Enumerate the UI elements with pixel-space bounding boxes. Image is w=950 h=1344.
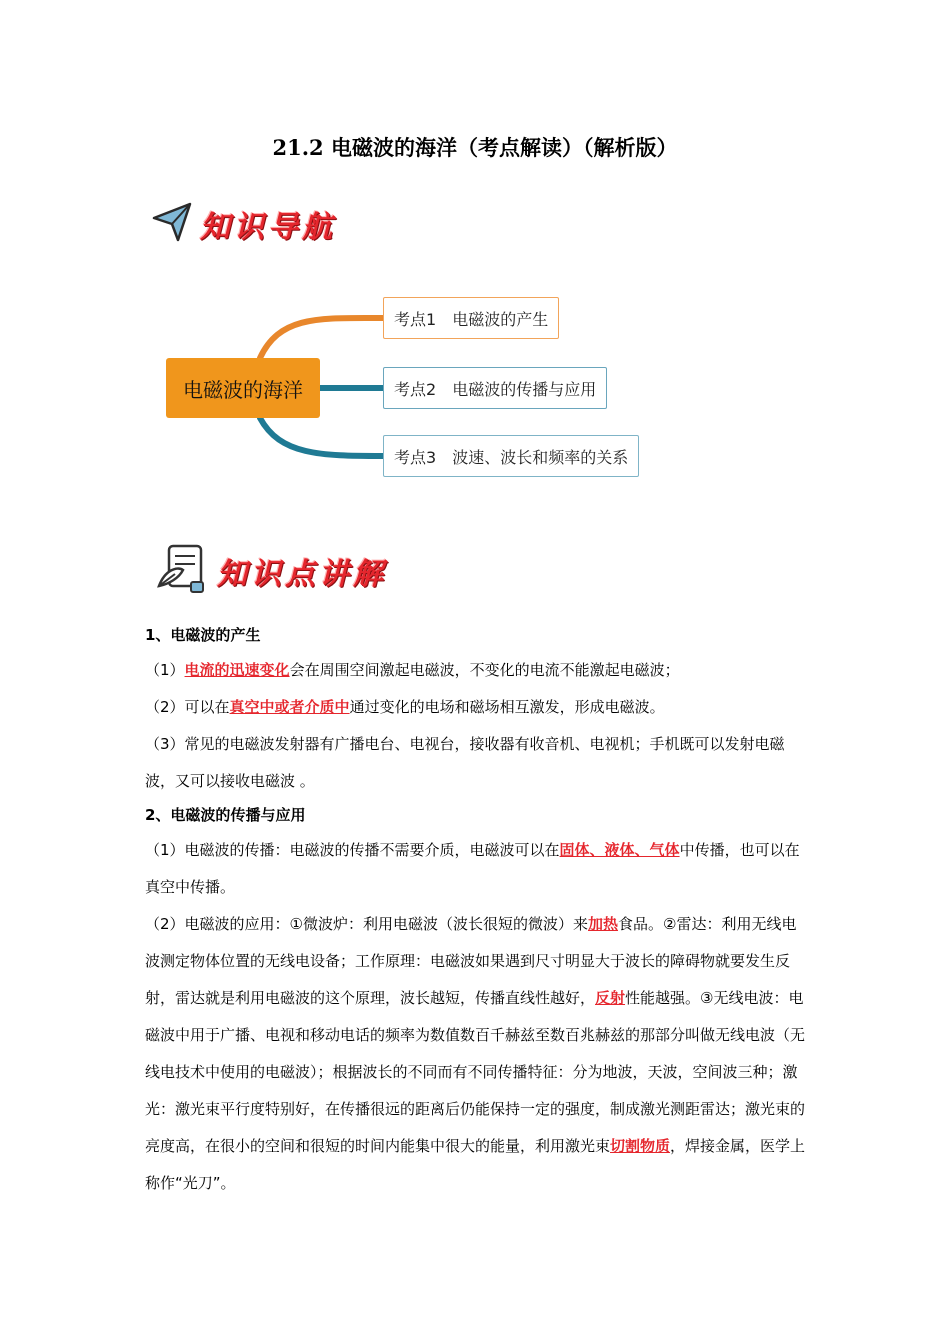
paragraph: （3）常见的电磁波发射器有广播电台、电视台，接收器有收音机、电视机；手机既可以发射电磁波，又可以接收电磁波 。 <box>145 735 785 790</box>
mindmap-branch-2 <box>383 367 607 409</box>
knowledge-nav-title: 知识导航 <box>200 210 336 245</box>
branch-number: 考点1 <box>394 309 437 329</box>
highlight: 固体、液体、气体 <box>559 841 680 859</box>
paragraph: （1）电磁波的传播：电磁波的传播不需要介质，电磁波可以在固体、液体、气体中传播，也可以在真空中传播。 <box>145 841 800 896</box>
paper-plane-icon <box>150 200 194 248</box>
section-heading: 2、电磁波的传播与应用 <box>145 806 306 824</box>
highlight: 真空中或者介质中 <box>229 698 350 716</box>
branch-label: 电磁波的产生 <box>452 309 549 329</box>
knowledge-explain-title: 知识点讲解 <box>217 557 387 592</box>
paragraph: （2）电磁波的应用：①微波炉：利用电磁波（波长很短的微波）来加热食品。②雷达：利用无线电波测定物体位置的无线电设备；工作原理：电磁波如果遇到尺寸明显大于波长的障碍物就要发生反射，雷达就是利用电磁波的这个原理，波长越短，传播直线性越好，反射性能越强。③无线电波：电磁波中用于广播、电视和移动电话的频率为数值数百千赫兹至数百兆赫兹的那部分叫做无线电波（无线电技术中使用的电磁波）；根据波长的不同而有不同传播特征：分为地波，天波，空间波三种；激光：激光束平行度特别好，在传播很远的距离后仍能保持一定的强度，制成激光测距雷达；激光束的亮度高，在很小的空间和很短的时间内能集中很大的能量，利用激光束切割物质，焊接金属，医学上称作“光刀”。 <box>145 915 806 1192</box>
page-title: 21.2 电磁波的海洋（考点解读）（解析版） <box>272 135 678 160</box>
highlight: 电流的迅速变化 <box>184 661 290 679</box>
branch-number: 考点2 <box>394 379 437 399</box>
branch-label: 波速、波长和频率的关系 <box>452 447 629 467</box>
branch-number: 考点3 <box>394 447 437 467</box>
branch-label: 电磁波的传播与应用 <box>452 379 597 399</box>
highlight: 加热 <box>588 915 619 933</box>
highlight: 切割物质 <box>610 1137 671 1155</box>
paragraph: （1）电流的迅速变化会在周围空间激起电磁波，不变化的电流不能激起电磁波； <box>145 661 680 679</box>
section-heading: 1、电磁波的产生 <box>145 626 261 644</box>
mind-map <box>160 285 680 495</box>
highlight: 反射 <box>595 989 626 1007</box>
knowledge-explain-banner <box>153 540 387 602</box>
content-body <box>145 620 810 1202</box>
paragraph: （2）可以在真空中或者介质中通过变化的电场和磁场相互激发，形成电磁波。 <box>145 698 665 716</box>
mindmap-center-node: 电磁波的海洋 <box>166 358 320 418</box>
scroll-quill-icon <box>153 540 211 602</box>
mindmap-branch-1 <box>383 297 559 339</box>
mindmap-branch-3 <box>383 435 639 477</box>
knowledge-nav-banner <box>150 200 336 248</box>
